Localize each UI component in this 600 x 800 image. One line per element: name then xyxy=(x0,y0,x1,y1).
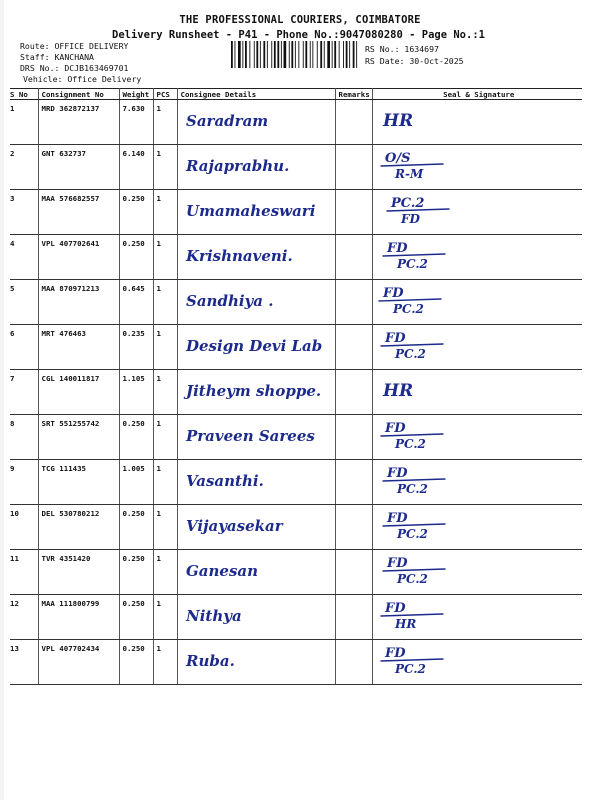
consignment-no-cell: TCG 111435 xyxy=(38,460,119,505)
remarks-cell xyxy=(335,100,372,145)
barcode-bar xyxy=(231,41,233,68)
seal-mark: HR xyxy=(382,381,413,401)
seal-mark: FD xyxy=(386,466,408,481)
table-row xyxy=(10,640,582,685)
runsheet-info-right xyxy=(365,43,464,67)
barcode-bar xyxy=(312,41,313,68)
sno-cell: 1 xyxy=(10,100,38,145)
handwritten-seal xyxy=(373,235,583,276)
drs-number: DRS No.: DCJB163469701 xyxy=(20,63,129,73)
pcs-cell: 1 xyxy=(153,370,177,415)
sno-cell: 9 xyxy=(10,460,38,505)
barcode-bar xyxy=(277,41,279,68)
handwritten-consignee xyxy=(178,100,336,141)
seal-mark: FD xyxy=(382,286,404,301)
consignee-cell xyxy=(177,460,335,505)
table-row xyxy=(10,370,582,415)
handwritten-seal xyxy=(373,460,583,501)
barcode-bar xyxy=(343,41,344,68)
barcode-bar xyxy=(324,41,325,68)
consignment-no-cell: CGL 140011817 xyxy=(38,370,119,415)
consignee-signature: Saradram xyxy=(185,112,268,130)
consignee-cell xyxy=(177,595,335,640)
consignee-signature: Umamaheswari xyxy=(185,202,315,220)
seal-mark: FD xyxy=(386,511,408,526)
barcode-bar xyxy=(346,41,348,68)
seal-sub-mark: R-M xyxy=(394,167,423,181)
sno-cell: 2 xyxy=(10,145,38,190)
barcode-bar xyxy=(332,41,333,68)
sno-cell: 5 xyxy=(10,280,38,325)
barcode-bar xyxy=(245,41,247,68)
weight-cell: 1.005 xyxy=(119,460,153,505)
vehicle-label: Vehicle: Office Delivery xyxy=(23,74,142,84)
weight-cell: 0.250 xyxy=(119,190,153,235)
pcs-cell: 1 xyxy=(153,280,177,325)
seal-sub-mark: PC.2 xyxy=(394,347,426,361)
handwritten-consignee xyxy=(178,460,336,501)
seal-signature-cell xyxy=(372,190,582,235)
table-row xyxy=(10,145,582,190)
handwritten-seal xyxy=(373,325,583,366)
barcode-image xyxy=(230,41,360,68)
barcode-bar xyxy=(310,41,311,68)
barcode-bar xyxy=(249,41,250,68)
col-header-seal: Seal & Signature xyxy=(372,89,582,100)
consignment-no-cell: DEL 530780212 xyxy=(38,505,119,550)
barcode-bar xyxy=(353,41,355,68)
handwritten-consignee xyxy=(178,640,336,681)
barcode-bar xyxy=(238,41,241,68)
remarks-cell xyxy=(335,460,372,505)
consignee-signature: Design Devi Lab xyxy=(185,337,322,355)
handwritten-seal xyxy=(373,595,583,636)
barcode-bar xyxy=(271,41,272,68)
weight-cell: 1.105 xyxy=(119,370,153,415)
table-row xyxy=(10,505,582,550)
seal-signature-cell xyxy=(372,325,582,370)
col-header-consignment: Consignment No xyxy=(38,89,119,100)
col-header-consignee: Consignee Details xyxy=(177,89,335,100)
seal-sub-mark: PC.2 xyxy=(396,482,428,496)
barcode-bar xyxy=(320,41,322,68)
seal-signature-cell xyxy=(372,595,582,640)
handwritten-seal xyxy=(373,370,583,411)
table-row xyxy=(10,550,582,595)
consignee-cell xyxy=(177,550,335,595)
sno-cell: 11 xyxy=(10,550,38,595)
handwritten-consignee xyxy=(178,550,336,591)
barcode-bar xyxy=(256,41,258,68)
consignment-no-cell: MAA 111800799 xyxy=(38,595,119,640)
seal-signature-cell xyxy=(372,415,582,460)
consignment-no-cell: VPL 407702641 xyxy=(38,235,119,280)
barcode-bar xyxy=(295,41,296,68)
handwritten-seal xyxy=(373,100,583,141)
remarks-cell xyxy=(335,550,372,595)
barcode-bar xyxy=(317,41,318,68)
seal-mark: FD xyxy=(384,421,406,436)
consignment-no-cell: MAA 870971213 xyxy=(38,280,119,325)
consignment-no-cell: MAA 576682557 xyxy=(38,190,119,235)
pcs-cell: 1 xyxy=(153,145,177,190)
table-row xyxy=(10,595,582,640)
pcs-cell: 1 xyxy=(153,190,177,235)
barcode-bar xyxy=(305,41,307,68)
consignment-no-cell: SRT 551255742 xyxy=(38,415,119,460)
handwritten-seal xyxy=(373,550,583,591)
remarks-cell xyxy=(335,325,372,370)
seal-signature-cell xyxy=(372,280,582,325)
remarks-cell xyxy=(335,235,372,280)
seal-mark: FD xyxy=(384,331,406,346)
seal-signature-cell xyxy=(372,145,582,190)
pcs-cell: 1 xyxy=(153,325,177,370)
remarks-cell xyxy=(335,370,372,415)
remarks-cell xyxy=(335,190,372,235)
handwritten-seal xyxy=(373,505,583,546)
seal-mark: PC.2 xyxy=(390,196,424,211)
sno-cell: 13 xyxy=(10,640,38,685)
col-header-remarks: Remarks xyxy=(335,89,372,100)
barcode-bar xyxy=(349,41,350,68)
sno-cell: 3 xyxy=(10,190,38,235)
pcs-cell: 1 xyxy=(153,505,177,550)
consignee-cell xyxy=(177,280,335,325)
seal-mark: FD xyxy=(384,601,406,616)
seal-sub-mark: PC.2 xyxy=(392,302,424,316)
seal-mark: O/S xyxy=(384,151,410,166)
consignee-signature: Vijayasekar xyxy=(185,517,283,535)
route-label: Route: OFFICE DELIVERY xyxy=(20,41,129,51)
barcode-bar xyxy=(284,41,287,68)
sno-cell: 6 xyxy=(10,325,38,370)
pcs-cell: 1 xyxy=(153,595,177,640)
seal-sub-mark: FD xyxy=(400,212,420,226)
weight-cell: 0.235 xyxy=(119,325,153,370)
seal-signature-cell xyxy=(372,370,582,415)
consignee-signature: Rajaprabhu. xyxy=(185,157,289,175)
consignee-signature: Vasanthi. xyxy=(185,472,264,490)
barcode-bar xyxy=(327,41,330,68)
col-header-weight: Weight xyxy=(119,89,153,100)
consignee-cell xyxy=(177,100,335,145)
sno-cell: 8 xyxy=(10,415,38,460)
consignee-signature: Praveen Sarees xyxy=(185,427,315,445)
sno-cell: 12 xyxy=(10,595,38,640)
pcs-cell: 1 xyxy=(153,640,177,685)
barcode-bar xyxy=(254,41,255,68)
table-row xyxy=(10,190,582,235)
handwritten-consignee xyxy=(178,505,336,546)
table-row xyxy=(10,460,582,505)
pcs-cell: 1 xyxy=(153,235,177,280)
seal-signature-cell xyxy=(372,100,582,145)
seal-sub-mark: PC.2 xyxy=(396,257,428,271)
handwritten-consignee xyxy=(178,190,336,231)
runsheet-heading: Delivery Runsheet - P41 - Phone No.:9047080280 - Page No.:1 xyxy=(112,29,485,41)
handwritten-seal xyxy=(373,190,583,231)
consignee-cell xyxy=(177,145,335,190)
company-title: THE PROFESSIONAL COURIERS, COIMBATORE xyxy=(179,14,421,26)
handwritten-consignee xyxy=(178,235,336,276)
rs-date: RS Date: 30-Oct-2025 xyxy=(365,56,464,66)
col-header-pcs: PCS xyxy=(153,89,177,100)
consignee-cell xyxy=(177,235,335,280)
table-header-row xyxy=(10,89,582,100)
weight-cell: 0.250 xyxy=(119,505,153,550)
seal-sub-mark: PC.2 xyxy=(396,527,428,541)
seal-mark: HR xyxy=(382,111,413,131)
rs-number: RS No.: 1634697 xyxy=(365,44,439,54)
weight-cell: 0.645 xyxy=(119,280,153,325)
pcs-cell: 1 xyxy=(153,460,177,505)
sno-cell: 4 xyxy=(10,235,38,280)
table-row xyxy=(10,280,582,325)
staff-label: Staff: KANCHANA xyxy=(20,52,94,62)
consignee-signature: Krishnaveni. xyxy=(185,247,293,265)
barcode-bar xyxy=(235,41,236,68)
seal-sub-mark: PC.2 xyxy=(394,662,426,676)
pcs-cell: 1 xyxy=(153,550,177,595)
consignment-no-cell: MRD 362872137 xyxy=(38,100,119,145)
consignee-signature: Nithya xyxy=(185,607,242,625)
handwritten-consignee xyxy=(178,325,336,366)
remarks-cell xyxy=(335,505,372,550)
consignee-cell xyxy=(177,505,335,550)
weight-cell: 0.250 xyxy=(119,235,153,280)
handwritten-consignee xyxy=(178,370,336,411)
barcode-bar xyxy=(267,41,268,68)
seal-signature-cell xyxy=(372,235,582,280)
remarks-cell xyxy=(335,280,372,325)
handwritten-consignee xyxy=(178,280,336,321)
barcode-bar xyxy=(274,41,276,68)
barcode-bar xyxy=(356,41,357,68)
seal-sub-mark: PC.2 xyxy=(394,437,426,451)
seal-mark: FD xyxy=(386,241,408,256)
barcode-bar xyxy=(334,41,336,68)
seal-mark: FD xyxy=(386,556,408,571)
remarks-cell xyxy=(335,595,372,640)
seal-signature-cell xyxy=(372,505,582,550)
consignee-signature: Jitheym shoppe. xyxy=(185,382,321,400)
handwritten-consignee xyxy=(178,595,336,636)
seal-sub-mark: PC.2 xyxy=(396,572,428,586)
consignee-cell xyxy=(177,415,335,460)
barcode-bar xyxy=(291,41,293,68)
runsheet-info-left xyxy=(20,41,141,85)
seal-signature-cell xyxy=(372,460,582,505)
consignee-signature: Sandhiya . xyxy=(185,292,273,310)
consignment-no-cell: VPL 407702434 xyxy=(38,640,119,685)
handwritten-seal xyxy=(373,145,583,186)
table-row xyxy=(10,415,582,460)
table-row xyxy=(10,325,582,370)
barcode-bar xyxy=(263,41,265,68)
barcode-bar xyxy=(242,41,243,68)
weight-cell: 0.250 xyxy=(119,595,153,640)
table-row xyxy=(10,235,582,280)
col-header-sno: S No xyxy=(10,89,38,100)
sno-cell: 10 xyxy=(10,505,38,550)
table-row xyxy=(10,100,582,145)
consignment-no-cell: GNT 632737 xyxy=(38,145,119,190)
weight-cell: 0.250 xyxy=(119,640,153,685)
runsheet-table xyxy=(10,88,582,685)
sno-cell: 7 xyxy=(10,370,38,415)
pcs-cell: 1 xyxy=(153,100,177,145)
consignee-signature: Ganesan xyxy=(185,562,258,580)
consignee-cell xyxy=(177,370,335,415)
barcode-bar xyxy=(289,41,290,68)
remarks-cell xyxy=(335,640,372,685)
barcode-bar xyxy=(260,41,261,68)
seal-signature-cell xyxy=(372,640,582,685)
consignee-cell xyxy=(177,325,335,370)
weight-cell: 0.250 xyxy=(119,550,153,595)
consignee-cell xyxy=(177,640,335,685)
seal-mark: FD xyxy=(384,646,406,661)
handwritten-seal xyxy=(373,640,583,681)
seal-sub-mark: HR xyxy=(394,617,416,631)
handwritten-consignee xyxy=(178,145,336,186)
weight-cell: 6.140 xyxy=(119,145,153,190)
weight-cell: 7.630 xyxy=(119,100,153,145)
consignee-cell xyxy=(177,190,335,235)
remarks-cell xyxy=(335,145,372,190)
handwritten-seal xyxy=(373,415,583,456)
handwritten-consignee xyxy=(178,415,336,456)
consignment-no-cell: TVR 4351420 xyxy=(38,550,119,595)
remarks-cell xyxy=(335,415,372,460)
page-edge xyxy=(0,0,4,800)
weight-cell: 0.250 xyxy=(119,415,153,460)
barcode-bar xyxy=(298,41,299,68)
handwritten-seal xyxy=(373,280,583,321)
barcode-bar xyxy=(281,41,282,68)
consignment-no-cell: MRT 476463 xyxy=(38,325,119,370)
pcs-cell: 1 xyxy=(153,415,177,460)
barcode-bar xyxy=(303,41,304,68)
barcode-bar xyxy=(339,41,340,68)
seal-signature-cell xyxy=(372,550,582,595)
consignee-signature: Ruba. xyxy=(185,652,235,670)
